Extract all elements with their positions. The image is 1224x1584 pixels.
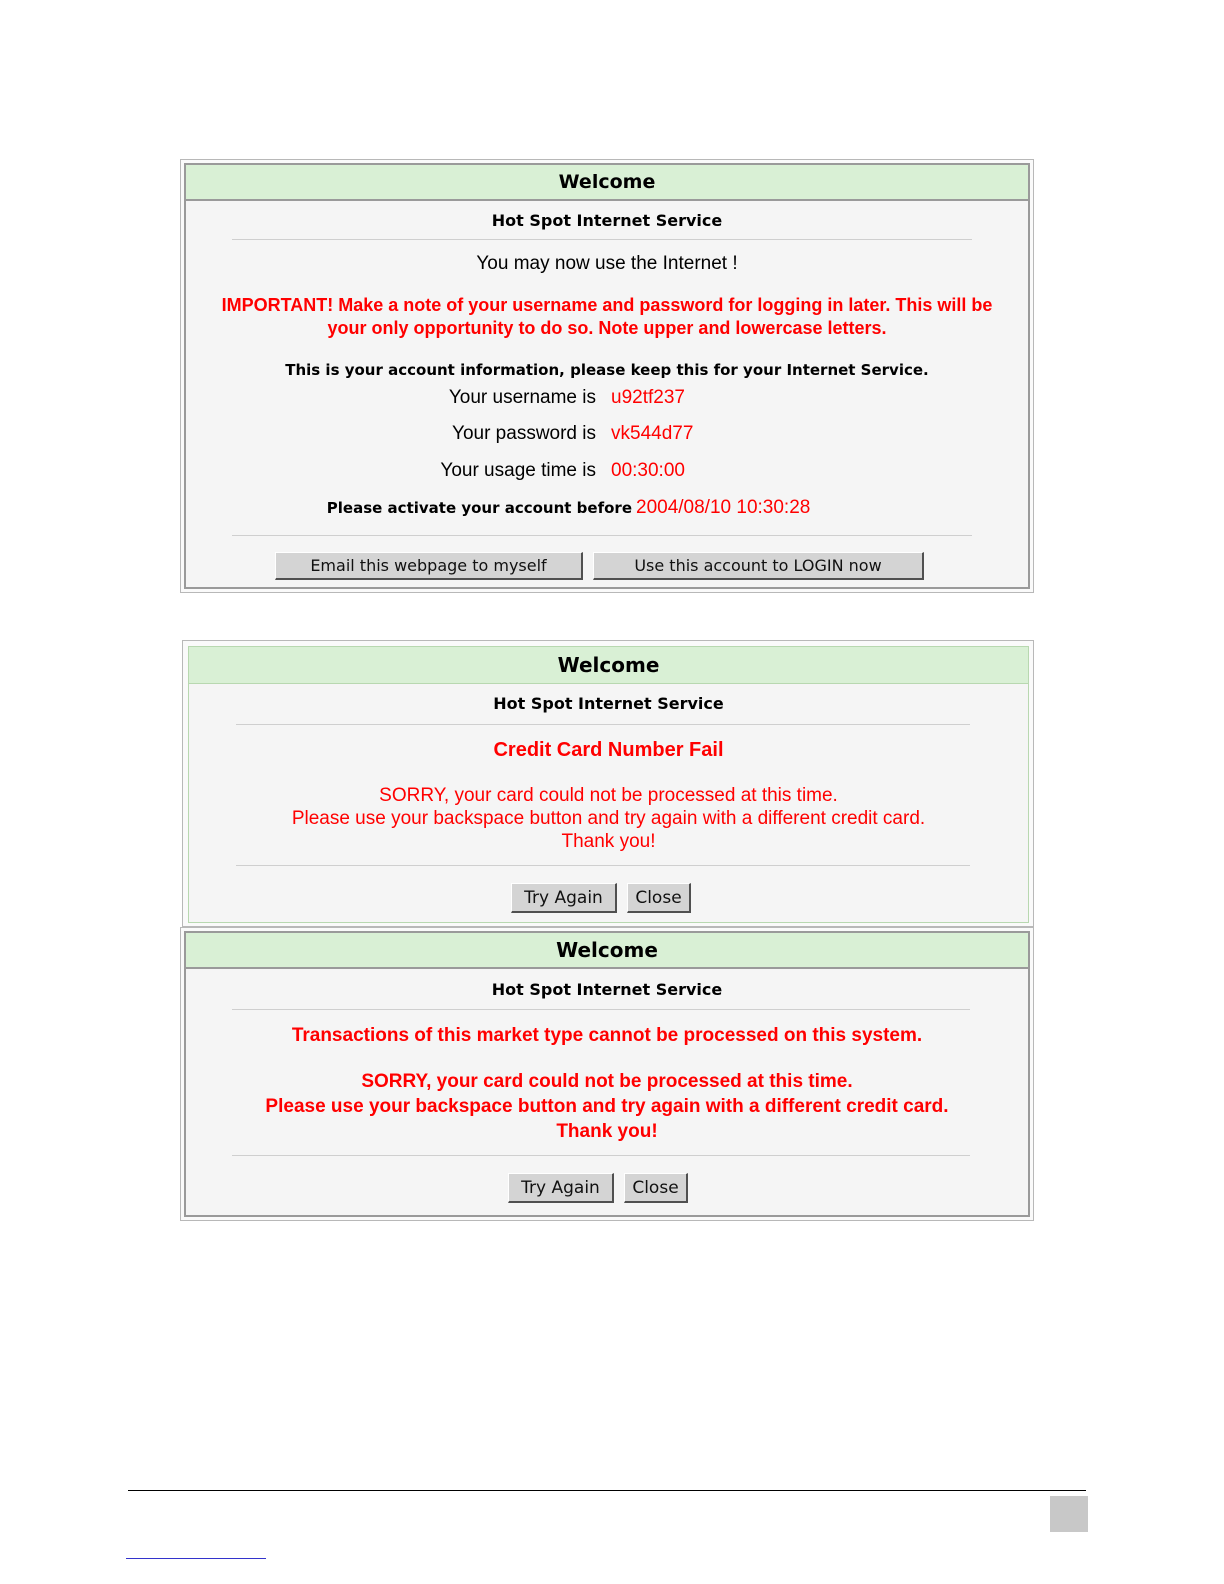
try-again-button[interactable]: Try Again [508, 1173, 614, 1203]
panel-subtitle: Hot Spot Internet Service [493, 694, 724, 713]
panel-title: Welcome [186, 933, 1028, 969]
market-type-fail-panel [180, 927, 1034, 1221]
login-now-button[interactable]: Use this account to LOGIN now [593, 552, 924, 580]
activate-deadline-value: 2004/08/10 10:30:28 [636, 497, 811, 518]
error-heading: Credit Card Number Fail [493, 739, 724, 761]
panel-title: Welcome [189, 647, 1028, 684]
divider [236, 724, 970, 725]
card-fail-panel [182, 640, 1034, 927]
market-type-fail-panel-inner [184, 931, 1030, 1217]
password-value: vk544d77 [611, 423, 694, 444]
success-message: You may now use the Internet ! [476, 253, 738, 274]
usage-time-label: Your usage time is [440, 460, 596, 481]
important-notice-line2: your only opportunity to do so. Note upper and lowercase letters. [327, 318, 887, 338]
account-panel-inner [184, 163, 1030, 589]
username-value: u92tf237 [611, 387, 685, 408]
panel-title: Welcome [186, 165, 1028, 201]
footer-divider [128, 1490, 1086, 1491]
error-heading: Transactions of this market type cannot be processed on this system. [291, 1025, 923, 1046]
try-again-button[interactable]: Try Again [511, 883, 617, 913]
important-notice-line1: IMPORTANT! Make a note of your username and password for logging in later. This will be [221, 295, 993, 315]
activate-label: Please activate your account before [326, 499, 632, 517]
footer-link-underline [126, 1558, 266, 1559]
usage-time-value: 00:30:00 [611, 460, 685, 481]
card-fail-panel-inner [188, 646, 1029, 923]
divider [232, 239, 972, 240]
account-info-text: This is your account information, please keep this for your Internet Service. [285, 361, 929, 379]
username-label: Your username is [448, 387, 596, 408]
error-line1: SORRY, your card could not be processed at this time. [379, 785, 838, 806]
page-number-box [1050, 1496, 1088, 1532]
account-panel [180, 159, 1034, 593]
error-line3: Thank you! [561, 831, 656, 852]
panel-subtitle: Hot Spot Internet Service [491, 211, 723, 230]
password-label: Your password is [452, 423, 596, 444]
divider [236, 865, 970, 866]
panel-subtitle: Hot Spot Internet Service [491, 980, 723, 999]
close-button[interactable]: Close [627, 883, 691, 913]
divider [232, 1009, 970, 1010]
error-line1: SORRY, your card could not be processed at this time. [361, 1071, 853, 1092]
divider [232, 535, 972, 536]
close-button[interactable]: Close [624, 1173, 688, 1203]
error-line2: Please use your backspace button and try again with a different credit card. [291, 808, 926, 829]
email-webpage-button[interactable]: Email this webpage to myself [275, 552, 583, 580]
divider [232, 1155, 970, 1156]
error-line2: Please use your backspace button and try again with a different credit card. [265, 1096, 949, 1117]
error-line3: Thank you! [556, 1121, 658, 1142]
